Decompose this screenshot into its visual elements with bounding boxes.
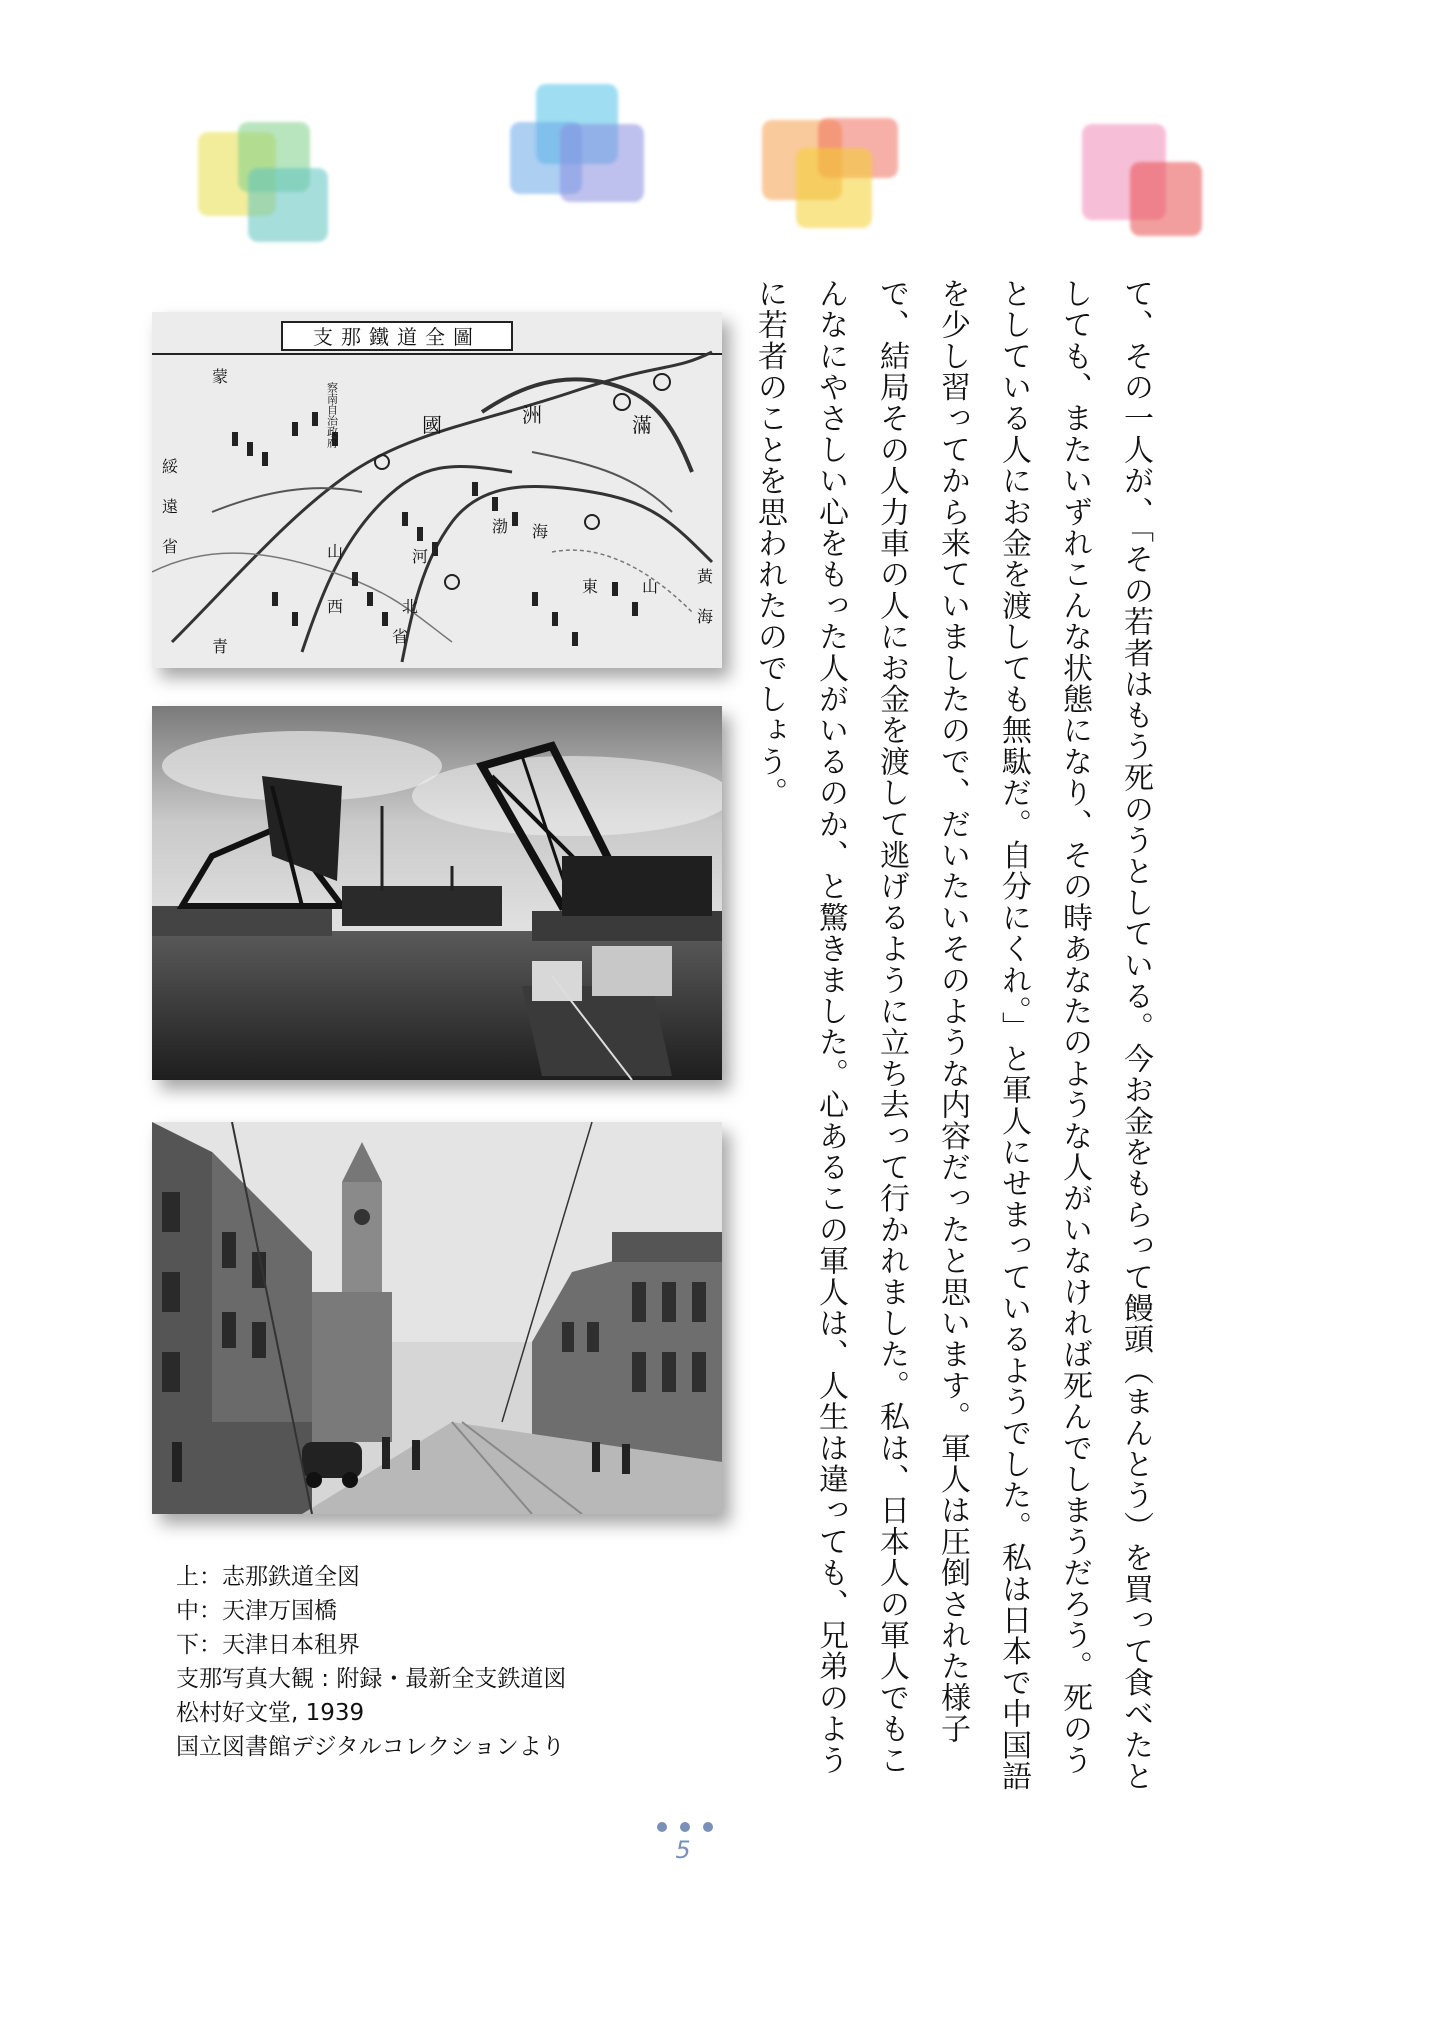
map-label: 國 xyxy=(422,413,442,437)
map-label: 海 xyxy=(532,522,549,541)
map-label: 遠 xyxy=(162,497,179,516)
image-captions xyxy=(176,1560,566,1764)
caption-bottom: 下：天津日本租界 xyxy=(176,1632,360,1658)
caption-middle: 中：天津万国橋 xyxy=(176,1598,337,1624)
caption-publisher: 松村好文堂, 1939 xyxy=(176,1700,365,1726)
map-label: 山 xyxy=(327,542,344,561)
map-label: 北 xyxy=(402,597,419,616)
page-number: 5 xyxy=(675,1836,691,1864)
map-label: 河 xyxy=(412,547,429,566)
map-label: 省 xyxy=(392,627,409,646)
map-label: 洲 xyxy=(522,403,542,427)
map-label: 東 xyxy=(582,577,599,596)
map-label: 省 xyxy=(162,537,179,556)
body-paragraph: て、その一人が、「その若者はもう死のうとしている。今お金をもらって饅頭（まんとう）を買って食べたとしても、またいずれこんな状態になり、その時あなたのような人がいなければ死んでしまうだろう。死のうとしている人にお金を渡しても無駄だ。自分にくれ。」と軍人にせまっているようでした。私は日本で中国語を少し習ってから来ていましたので、だいたいそのような内容だったと思います。軍人は圧倒された様子で、結局その人力車の人にお金を渡して逃げるように立ち去って行かれました。私は、日本人の軍人でもこんなにやさしい心をもった人がいるのか、と驚きました。心あるこの軍人は、人生は違っても、兄弟のように若者のことを思われたのでしょう。 xyxy=(752,278,1153,1792)
page-number-dots xyxy=(657,1822,713,1834)
map-label: 蒙 xyxy=(212,367,229,386)
map-label: 滿 xyxy=(632,413,652,437)
caption-credit: 国立図書館デジタルコレクションより xyxy=(176,1734,565,1760)
map-title: 支那鐵道全圖 xyxy=(313,325,481,349)
map-label: 黃 xyxy=(697,567,714,586)
caption-top: 上：志那鉄道全図 xyxy=(176,1564,360,1590)
body-text xyxy=(606,278,1166,1798)
map-label: 山 xyxy=(642,577,659,596)
map-label: 渤 xyxy=(492,517,509,536)
map-label: 西 xyxy=(327,597,344,616)
map-label: 青 xyxy=(212,637,229,656)
caption-source: 支那写真大観 : 附録・最新全支鉄道図 xyxy=(176,1666,567,1692)
map-label: 海 xyxy=(697,607,714,626)
map-label: 綏 xyxy=(162,457,179,476)
map-label: 察南自治政府 xyxy=(325,382,339,448)
